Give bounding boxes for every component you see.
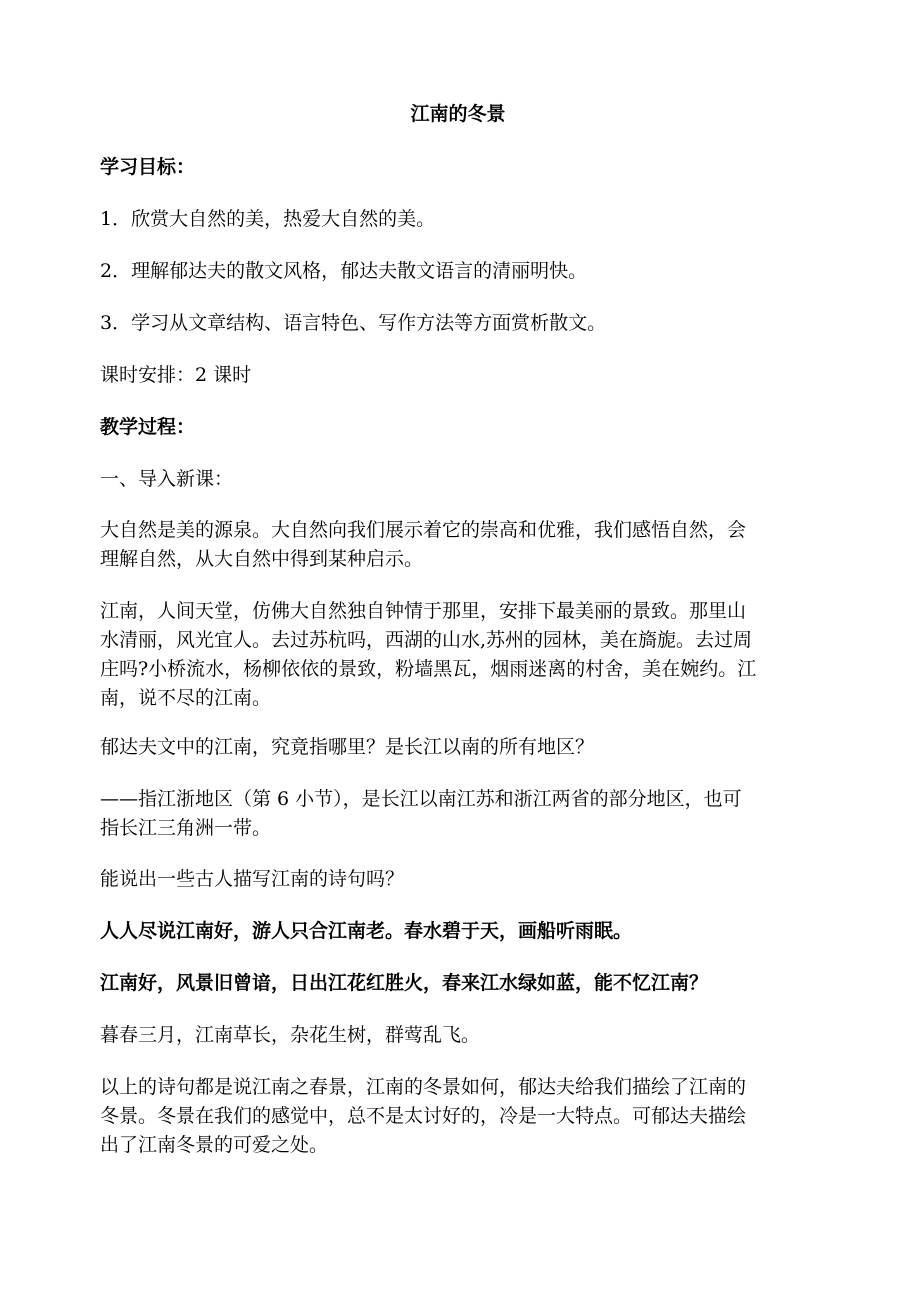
- process-heading: 教学过程：: [100, 416, 196, 438]
- paragraph-line: ——指江浙地区（第 6 小节），是长江以南江苏和浙江两省的部分地区，也可: [100, 788, 742, 810]
- poem-line: 江南好，风景旧曾谙，日出江花红胜火，春来江水绿如蓝，能不忆江南？: [100, 972, 709, 994]
- document-title: 江南的冬景: [410, 103, 506, 125]
- paragraph-line: 冬景。冬景在我们的感觉中，总不是太讨好的，冷是一大特点。可郁达夫描绘: [100, 1105, 747, 1127]
- objectives-heading: 学习目标：: [100, 156, 196, 178]
- schedule-text: 课时安排：2 课时: [100, 364, 252, 386]
- question-text: 能说出一些古人描写江南的诗句吗？: [100, 868, 405, 890]
- paragraph-line: 出了江南冬景的可爱之处。: [100, 1134, 329, 1156]
- poem-line: 人人尽说江南好，游人只合江南老。春水碧于天，画船听雨眠。: [100, 920, 633, 942]
- conclusion-paragraph: [100, 1073, 824, 1160]
- paragraph-line: 水清丽，风光宜人。去过苏杭吗，西湖的山水,苏州的园林，美在旖旎。去过周: [100, 629, 753, 651]
- paragraph-line: 指长江三角洲一带。: [100, 817, 272, 839]
- objective-item: 1．欣赏大自然的美，热爱大自然的美。: [100, 208, 436, 230]
- objective-item: 2．理解郁达夫的散文风格，郁达夫散文语言的清丽明快。: [100, 260, 588, 282]
- paragraph-line: 庄吗?小桥流水，杨柳依依的景致，粉墙黑瓦，烟雨迷离的村舍，美在婉约。江: [100, 658, 757, 680]
- paragraph-line: 南，说不尽的江南。: [100, 687, 272, 709]
- paragraph-line: 以上的诗句都是说江南之春景，江南的冬景如何，郁达夫给我们描绘了江南的: [100, 1076, 747, 1098]
- poem-line: 暮春三月，江南草长，杂花生树，群莺乱飞。: [100, 1024, 481, 1046]
- paragraph-line: 江南，人间天堂，仿佛大自然独自钟情于那里，安排下最美丽的景致。那里山: [100, 600, 747, 622]
- jiangnan-paragraph: [100, 597, 824, 713]
- answer-paragraph: [100, 785, 824, 843]
- objective-item: 3．学习从文章结构、语言特色、写作方法等方面赏析散文。: [100, 312, 607, 334]
- paragraph-line: 大自然是美的源泉。大自然向我们展示着它的崇高和优雅，我们感悟自然，会: [100, 519, 747, 541]
- intro-paragraph: [100, 516, 824, 574]
- question-text: 郁达夫文中的江南，究竟指哪里？是长江以南的所有地区？: [100, 736, 595, 758]
- paragraph-line: 理解自然，从大自然中得到某种启示。: [100, 548, 424, 570]
- section-heading: 一、导入新课：: [100, 468, 234, 490]
